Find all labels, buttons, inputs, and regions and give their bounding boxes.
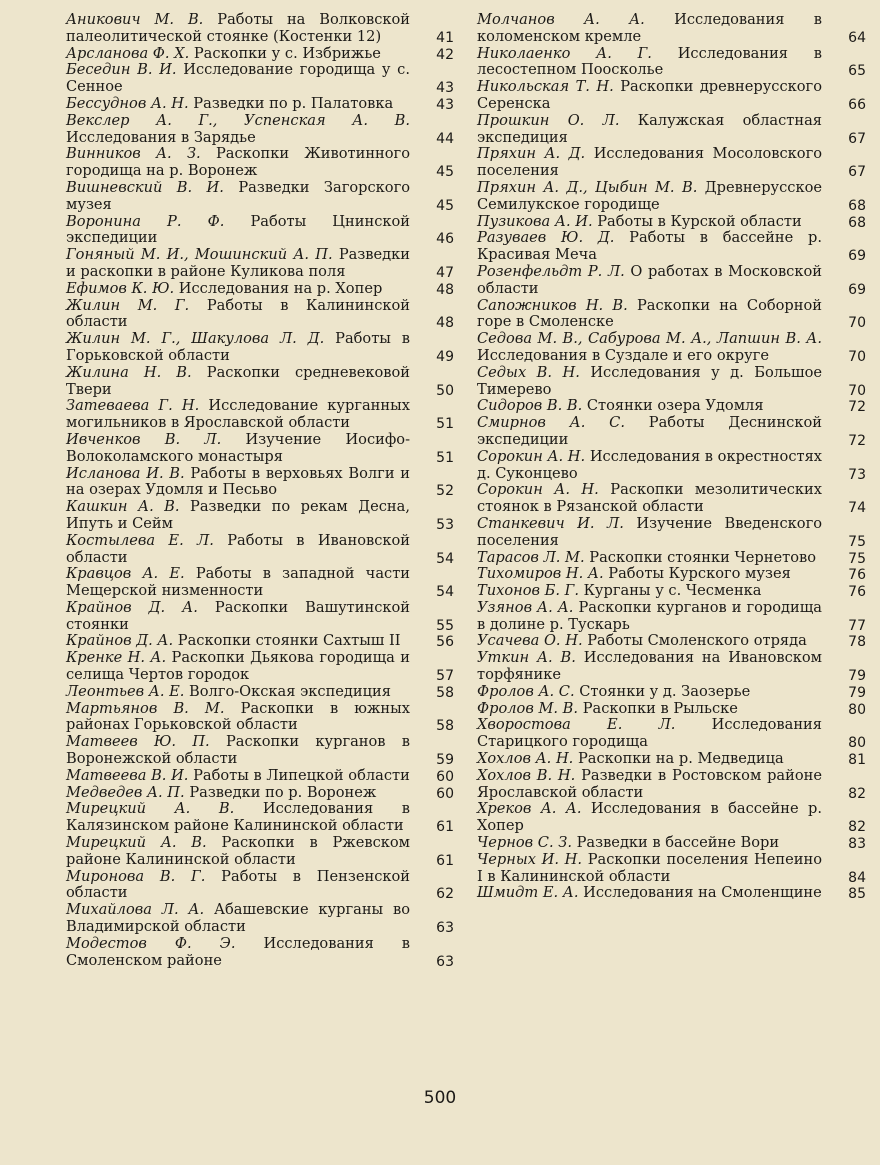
entry-author: Сидоров В. В. xyxy=(477,397,583,415)
entry-title: Разведки по р. Палатовка xyxy=(193,94,394,112)
entry-title: Раскопки Животинного городища на р. Воронеж xyxy=(66,145,410,180)
entry-author: Кашкин А. В. xyxy=(66,498,180,516)
entry-author: Ефимов К. Ю. xyxy=(66,279,175,297)
entry-page-number: 64 xyxy=(848,29,866,46)
index-entry xyxy=(66,466,454,500)
entry-author: Смирнов А. С. xyxy=(477,414,625,432)
entry-author: Тихомиров Н. А. xyxy=(477,565,604,583)
entry-title: Работы Курского музея xyxy=(608,565,791,583)
entry-page-number: 61 xyxy=(436,819,454,836)
entry-page-number: 75 xyxy=(848,533,866,550)
entry-page-number: 69 xyxy=(848,248,866,265)
entry-title: Раскопки средневековой Твери xyxy=(66,363,411,398)
entry-page-number: 43 xyxy=(436,80,454,97)
index-entry xyxy=(66,398,454,432)
entry-author: Фролов А. С. xyxy=(477,682,575,700)
entry-page-number: 75 xyxy=(848,550,866,567)
entry-author: Пряхин А. Д. xyxy=(477,145,586,163)
index-entry xyxy=(477,566,866,583)
entry-title: Абашевские курганы во Владимирской области xyxy=(66,901,410,936)
entry-page-number: 82 xyxy=(848,785,866,802)
index-entry xyxy=(66,214,454,248)
entry-page-number: 70 xyxy=(848,315,866,332)
index-entry xyxy=(66,801,454,835)
entry-title: Исследования на Смоленщине xyxy=(583,884,822,902)
entry-page-number: 76 xyxy=(848,567,866,584)
entry-author: Розенфельдт Р. Л. xyxy=(477,262,625,280)
entry-author: Воронина Р. Ф. xyxy=(66,212,225,230)
entry-author: Уткин А. В. xyxy=(477,649,576,667)
index-entry xyxy=(477,650,866,684)
entry-title: Работы на Волковской палеолитической стоянке (Костенки 12) xyxy=(66,11,411,45)
entry-author: Леонтьев А. Е. xyxy=(66,682,185,700)
index-entry xyxy=(477,550,866,567)
entry-title: Волго-Окская экспедиция xyxy=(189,682,391,700)
entry-author: Седова М. В., Сабурова М. А., Лапшин В. А. xyxy=(477,330,822,348)
entry-title: Работы в Горьковской области xyxy=(66,330,411,364)
index-entry xyxy=(477,46,866,80)
index-entry xyxy=(66,46,454,63)
entry-title: Исследования в лесостепном Поосколье xyxy=(477,44,823,79)
entry-page-number: 79 xyxy=(848,684,866,701)
entry-page-number: 44 xyxy=(436,130,454,147)
entry-title: Исследование курганных могильников в Ярославской области xyxy=(66,397,410,432)
index-entry xyxy=(66,533,454,567)
entry-author: Сапожников Н. В. xyxy=(477,296,628,314)
entry-title: Работы Смоленского отряда xyxy=(587,632,807,650)
entry-author: Пряхин А. Д., Цыбин М. В. xyxy=(477,178,698,196)
entry-title: Работы в Курской области xyxy=(597,212,802,230)
entry-title: Раскопки мезолитических стоянок в Рязанской области xyxy=(477,481,822,516)
entry-page-number: 80 xyxy=(848,701,866,718)
index-entry xyxy=(66,331,454,365)
index-entry xyxy=(477,415,866,449)
entry-author: Беседин В. И. xyxy=(66,61,177,79)
entry-page-number: 50 xyxy=(436,382,454,399)
entry-page-number: 72 xyxy=(848,399,866,416)
index-entry xyxy=(66,650,454,684)
entry-title: Работы в Калининской области xyxy=(66,296,410,331)
entry-title: Разведки по р. Воронеж xyxy=(189,783,377,801)
entry-title: О работах в Московской области xyxy=(477,262,822,297)
entry-author: Сорокин А. Н. xyxy=(477,481,599,499)
entry-page-number: 45 xyxy=(436,197,454,214)
entry-author: Чернов С. З. xyxy=(477,834,572,852)
index-entry xyxy=(477,180,866,214)
entry-page-number: 63 xyxy=(436,920,454,937)
entry-page-number: 84 xyxy=(848,869,866,886)
entry-page-number: 82 xyxy=(848,819,866,836)
index-entry xyxy=(477,835,866,852)
index-entry xyxy=(66,281,454,298)
index-entry xyxy=(66,146,454,180)
entry-title: Разведки Загорского музея xyxy=(66,178,411,213)
index-entry xyxy=(477,751,866,768)
entry-author: Арсланова Ф. Х. xyxy=(66,44,190,62)
index-entry xyxy=(477,583,866,600)
entry-page-number: 60 xyxy=(436,785,454,802)
entry-page-number: 46 xyxy=(436,231,454,248)
entry-title: Исследования в Суздале и его округе xyxy=(477,346,769,364)
entry-page-number: 43 xyxy=(436,96,454,113)
entry-page-number: 49 xyxy=(436,348,454,365)
entry-title: Раскопки стоянки Сахтыш II xyxy=(177,632,401,650)
entry-author: Михайлова Л. А. xyxy=(66,901,205,919)
entry-title: Работы в Пензенской области xyxy=(66,867,411,902)
entry-title: Раскопки курганов в Воронежской области xyxy=(66,733,410,768)
entry-author: Миронова В. Г. xyxy=(66,867,206,885)
entry-author: Разуваев Ю. Д. xyxy=(477,229,615,247)
index-entry xyxy=(477,12,866,46)
entry-author: Исланова И. В. xyxy=(66,464,185,482)
index-entry xyxy=(477,264,866,298)
index-entry xyxy=(66,247,454,281)
entry-page-number: 76 xyxy=(848,584,866,601)
entry-author: Затеваева Г. Н. xyxy=(66,397,200,415)
entry-author: Хохлов В. Н. xyxy=(477,766,576,784)
entry-author: Хреков А. А. xyxy=(477,800,582,818)
entry-author: Хворостова Е. Л. xyxy=(477,716,676,734)
entry-author: Костылева Е. Л. xyxy=(66,531,214,549)
entry-title: Раскопки в Рыльске xyxy=(582,699,738,717)
entry-title: Работы в Липецкой области xyxy=(193,766,410,784)
index-entry xyxy=(477,768,866,802)
index-entry xyxy=(66,113,454,147)
entry-page-number: 67 xyxy=(848,164,866,181)
entry-title: Раскопки в южных районах Горьковской области xyxy=(66,699,410,734)
entry-author: Модестов Ф. Э. xyxy=(66,934,236,952)
entry-title: Стоянки озера Удомля xyxy=(586,397,764,415)
index-entry xyxy=(477,701,866,718)
entry-author: Матвеева В. И. xyxy=(66,766,189,784)
entry-title: Разведки в Ростовском районе Ярославской области xyxy=(477,766,822,801)
entry-title: Исследование городища у с. Сенное xyxy=(66,61,410,96)
entry-page-number: 74 xyxy=(848,500,866,517)
entry-author: Пузикова А. И. xyxy=(477,212,593,230)
index-entry xyxy=(66,785,454,802)
entry-author: Ивченков В. Л. xyxy=(66,430,222,448)
entry-page-number: 73 xyxy=(848,466,866,483)
entry-page-number: 68 xyxy=(848,214,866,231)
index-entry xyxy=(66,62,454,96)
entry-page-number: 47 xyxy=(436,264,454,281)
entry-author: Винников А. З. xyxy=(66,145,201,163)
entry-page-number: 79 xyxy=(848,668,866,685)
entry-author: Хохлов А. Н. xyxy=(477,750,574,768)
index-entry xyxy=(66,902,454,936)
index-entry xyxy=(66,734,454,768)
entry-page-number: 83 xyxy=(848,836,866,853)
entry-page-number: 41 xyxy=(436,29,454,46)
entry-page-number: 61 xyxy=(436,852,454,869)
entry-page-number: 51 xyxy=(436,416,454,433)
entry-page-number: 66 xyxy=(848,96,866,113)
entry-author: Вишневский В. И. xyxy=(66,178,224,196)
entry-page-number: 67 xyxy=(848,130,866,147)
index-entry xyxy=(477,146,866,180)
index-entry xyxy=(477,717,866,751)
page-number: 500 xyxy=(423,1088,457,1108)
entry-page-number: 80 xyxy=(848,735,866,752)
entry-author: Жилин М. Г., Шакулова Л. Д. xyxy=(66,330,325,348)
index-entry xyxy=(477,298,866,332)
entry-author: Черных И. Н. xyxy=(477,850,583,868)
entry-author: Тихонов Б. Г. xyxy=(477,582,579,600)
entry-title: Работы Цнинской экспедиции xyxy=(66,212,411,247)
entry-page-number: 70 xyxy=(848,382,866,399)
entry-title: Исследования на р. Хопер xyxy=(178,279,383,297)
entry-author: Жилина Н. В. xyxy=(66,363,192,381)
entry-page-number: 70 xyxy=(848,348,866,365)
entry-author: Мирецкий А. В. xyxy=(66,800,235,818)
index-entry xyxy=(477,801,866,835)
entry-title: Исследования в Калязинском районе Калининской области xyxy=(66,800,410,835)
entry-title: Раскопки курганов и городища в долине р. Тускарь xyxy=(477,598,822,633)
index-entry xyxy=(477,516,866,550)
entry-author: Никольская Т. Н. xyxy=(477,78,614,96)
entry-title: Работы Деснинской экспедиции xyxy=(477,414,822,448)
index-entry xyxy=(477,214,866,231)
entry-title: Исследования в бассейне р. Хопер xyxy=(477,800,822,835)
entry-page-number: 55 xyxy=(436,617,454,634)
index-entry xyxy=(66,96,454,113)
entry-title: Исследования в окрестностях д. Суконцево xyxy=(477,447,823,482)
entry-title: Работы в западной части Мещерской низменности xyxy=(66,565,410,600)
entry-page-number: 60 xyxy=(436,768,454,785)
index-entry xyxy=(66,936,454,970)
index-entry xyxy=(66,432,454,466)
entry-author: Шмидт Е. А. xyxy=(477,884,579,902)
entry-title: Курганы у с. Чесменка xyxy=(583,582,762,600)
entry-page-number: 62 xyxy=(436,886,454,903)
entry-page-number: 78 xyxy=(848,634,866,651)
entry-author: Кравцов А. Е. xyxy=(66,565,185,583)
entry-author: Усачева О. Н. xyxy=(477,632,583,650)
index-entry xyxy=(66,701,454,735)
entry-title: Раскопки Вашутинской стоянки xyxy=(66,598,411,633)
entry-author: Жилин М. Г. xyxy=(66,296,190,314)
entry-author: Седых В. Н. xyxy=(477,363,580,381)
index-entry xyxy=(66,365,454,399)
entry-author: Фролов М. В. xyxy=(477,699,579,717)
entry-title: Работы в бассейне р. Красивая Меча xyxy=(477,229,823,264)
entry-title: Раскопки древнерусского Серенска xyxy=(477,78,822,112)
entry-title: Исследования на Ивановском торфянике xyxy=(477,649,822,684)
entry-page-number: 45 xyxy=(436,164,454,181)
entry-page-number: 63 xyxy=(436,953,454,970)
entry-page-number: 57 xyxy=(436,668,454,685)
entry-page-number: 48 xyxy=(436,315,454,332)
entry-title: Исследования в Зарядье xyxy=(66,128,256,146)
entry-title: Стоянки у д. Заозерье xyxy=(579,682,751,700)
index-entry xyxy=(66,869,454,903)
entry-page-number: 58 xyxy=(436,684,454,701)
index-entry xyxy=(477,885,866,902)
index-entry xyxy=(477,230,866,264)
entry-title: Исследования в Смоленском районе xyxy=(66,934,411,969)
entry-title: Калужская областная экспедиция xyxy=(477,111,823,146)
entry-title: Раскопки в Ржевском районе Калининской области xyxy=(66,834,411,868)
index-entry xyxy=(477,449,866,483)
index-entry xyxy=(66,298,454,332)
index-entry xyxy=(477,365,866,399)
entry-author: Матвеев Ю. П. xyxy=(66,733,210,751)
index-entry xyxy=(66,499,454,533)
index-entry xyxy=(66,600,454,634)
entry-title: Изучение Иосифо-Волоколамского монастыря xyxy=(66,430,410,465)
entry-page-number: 72 xyxy=(848,432,866,449)
entry-author: Векслер А. Г., Успенская А. В. xyxy=(66,111,410,129)
index-column-right xyxy=(477,12,866,902)
entry-page-number: 69 xyxy=(848,281,866,298)
entry-title: Разведки по рекам Десна, Ипуть и Сейм xyxy=(66,498,410,532)
index-entry xyxy=(477,852,866,886)
entry-author: Прошкин О. Л. xyxy=(477,111,620,129)
entry-title: Раскопки Дьякова городища и селища Чертов городок xyxy=(66,649,411,684)
entry-author: Тарасов Л. М. xyxy=(477,548,585,566)
entry-title: Разведки и раскопки в районе Куликова поля xyxy=(66,246,410,280)
entry-page-number: 48 xyxy=(436,281,454,298)
entry-author: Кренке Н. А. xyxy=(66,649,167,667)
entry-page-number: 59 xyxy=(436,752,454,769)
entry-author: Медведев А. П. xyxy=(66,783,185,801)
index-entry xyxy=(477,113,866,147)
entry-title: Раскопки стоянки Чернетово xyxy=(589,548,817,566)
entry-page-number: 58 xyxy=(436,718,454,735)
entry-title: Раскопки поселения Непеино I в Калининской области xyxy=(477,850,823,885)
entry-title: Раскопки у с. Избрижье xyxy=(193,44,381,62)
entry-title: Исследования Мосоловского поселения xyxy=(477,145,823,180)
entry-author: Станкевич И. Л. xyxy=(477,514,624,532)
entry-page-number: 54 xyxy=(436,584,454,601)
entry-title: Работы в Ивановской области xyxy=(66,531,410,566)
entry-author: Узянов А. А. xyxy=(477,598,574,616)
index-entry xyxy=(477,79,866,113)
entry-title: Раскопки на Соборной горе в Смоленске xyxy=(477,296,823,331)
entry-page-number: 56 xyxy=(436,634,454,651)
entry-author: Сорокин А. Н. xyxy=(477,447,586,465)
entry-title: Работы в верховьях Волги и на озерах Удомля и Песьво xyxy=(66,464,410,499)
entry-page-number: 42 xyxy=(436,46,454,63)
index-column-left xyxy=(66,12,454,969)
index-entry xyxy=(477,633,866,650)
entry-author: Мирецкий А. В. xyxy=(66,834,207,852)
entry-author: Мартьянов В. М. xyxy=(66,699,225,717)
index-entry xyxy=(477,398,866,415)
entry-author: Крайнов Д. А. xyxy=(66,598,198,616)
entry-page-number: 77 xyxy=(848,617,866,634)
entry-page-number: 51 xyxy=(436,449,454,466)
entry-page-number: 65 xyxy=(848,63,866,80)
entry-title: Исследования в коломенском кремле xyxy=(477,11,822,45)
entry-author: Гоняный М. И., Мошинский А. П. xyxy=(66,246,333,264)
entry-title: Исследования у д. Большое Тимерево xyxy=(477,363,822,398)
entry-title: Раскопки на р. Медведица xyxy=(577,750,784,768)
entry-author: Аникович М. В. xyxy=(66,11,204,28)
entry-page-number: 54 xyxy=(436,550,454,567)
entry-author: Крайнов Д. А. xyxy=(66,632,174,650)
entry-page-number: 68 xyxy=(848,197,866,214)
entry-page-number: 81 xyxy=(848,752,866,769)
entry-title: Древнерусское Семилукское городище xyxy=(477,178,823,213)
index-entry xyxy=(66,835,454,869)
index-entry xyxy=(66,12,454,46)
entry-title: Изучение Введенского поселения xyxy=(477,514,822,549)
entry-title: Исследования Старицкого городища xyxy=(477,716,822,751)
entry-author: Николаенко А. Г. xyxy=(477,44,652,62)
index-entry xyxy=(477,600,866,634)
index-entry xyxy=(66,566,454,600)
index-entry xyxy=(66,180,454,214)
entry-author: Молчанов А. А. xyxy=(477,11,645,28)
entry-title: Разведки в бассейне Вори xyxy=(576,834,780,852)
entry-page-number: 52 xyxy=(436,483,454,500)
index-entry xyxy=(477,482,866,516)
entry-page-number: 85 xyxy=(848,886,866,903)
index-entry xyxy=(66,633,454,650)
entry-page-number: 53 xyxy=(436,516,454,533)
index-entry xyxy=(477,684,866,701)
entry-author: Бессуднов А. Н. xyxy=(66,94,189,112)
index-entry xyxy=(477,331,866,365)
index-entry xyxy=(66,768,454,785)
index-entry xyxy=(66,684,454,701)
